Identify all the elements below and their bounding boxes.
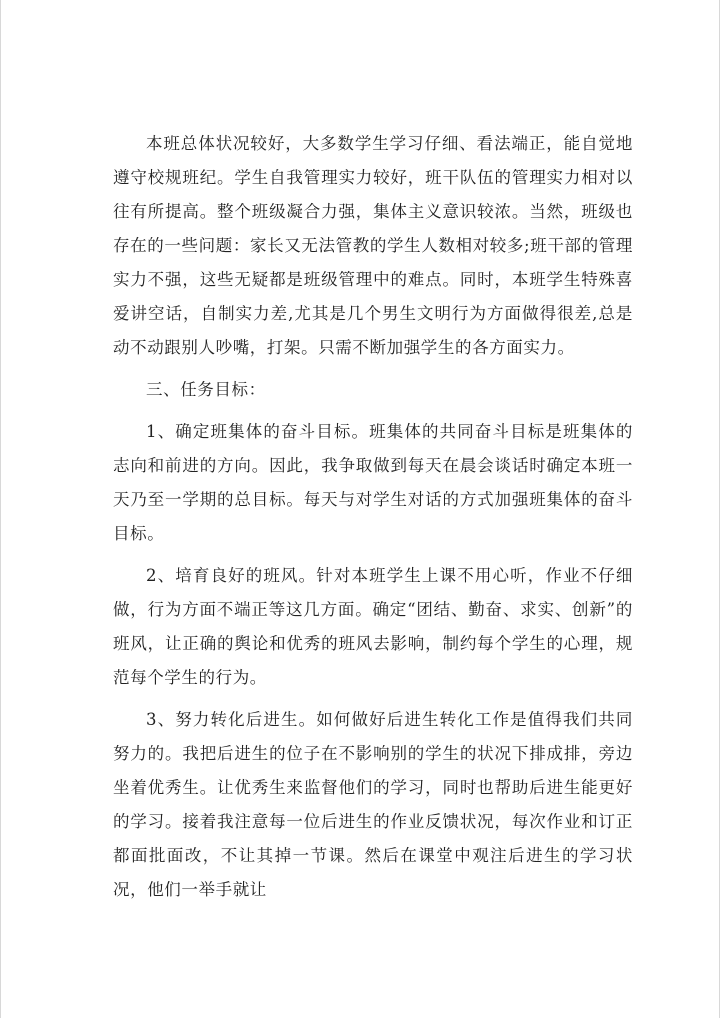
paragraph-class-situation: 本班总体状况较好，大多数学生学习仔细、看法端正，能自觉地遵守校规班纪。学生自我管理实力较好，班干队伍的管理实力相对以往有所提高。整个班级凝合力强，集体主义意识较浓。当然，班级也存在的一些问题：家长又无法管教的学生人数相对较多;班干部的管理实力不强，这些无疑都是班级管理中的难点。同时，本班学生特殊喜爱讲空话，自制实力差,尤其是几个男生文明行为方面做得很差,总是动不动跟别人吵嘴，打架。只需不断加强学生的各方面实力。: [113, 134, 633, 357]
document-body: [113, 127, 633, 915]
paragraph-goal-2: 2、培育良好的班风。针对本班学生上课不用心听，作业不仔细做，行为方面不端正等这几方面。确定“团结、勤奋、求实、创新”的班风，让正确的舆论和优秀的班风去影响，制约每个学生的心理，规范每个学生的行为。: [113, 566, 633, 687]
section-heading-task-goals: 三、任务目标：: [146, 380, 266, 399]
paragraph-goal-1: 1、确定班集体的奋斗目标。班集体的共同奋斗目标是班集体的志向和前进的方向。因此，我争取做到每天在晨会谈话时确定本班一天乃至一学期的总目标。每天与对学生对话的方式加强班集体的奋斗目标。: [113, 422, 633, 543]
paragraph-goal-3: 3、努力转化后进生。如何做好后进生转化工作是值得我们共同努力的。我把后进生的位子在不影响别的学生的状况下排成排，旁边坐着优秀生。让优秀生来监督他们的学习，同时也帮助后进生能更好的学习。接着我注意每一位后进生的作业反馈状况，每次作业和订正都面批面改，不让其掉一节课。然后在课堂中观注后进生的学习状况，他们一举手就让: [113, 710, 633, 899]
